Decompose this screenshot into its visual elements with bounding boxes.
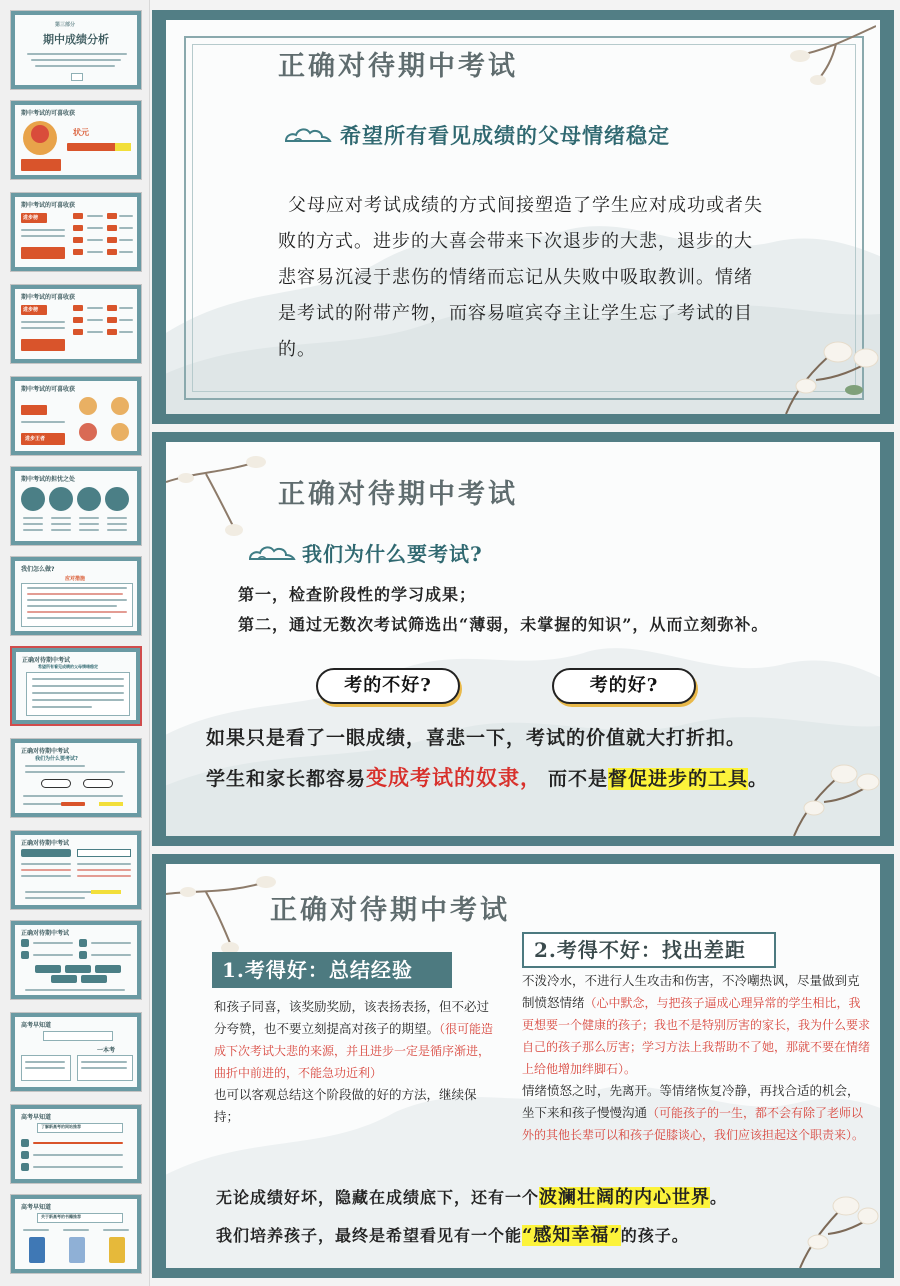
thumb-5-title: 期中考试的可喜收获: [21, 386, 76, 393]
inner-world-highlight: 波澜壮阔的内心世界: [539, 1187, 711, 1208]
did-well-paragraph-1: 和孩子同喜，该奖励奖励，该表扬表扬，但不必过分夸赞，也不要立刻提高对孩子的期望。: [214, 999, 490, 1036]
slide-thumbnail-13[interactable]: [10, 1104, 142, 1184]
slide-thumbnail-1[interactable]: [10, 10, 142, 90]
slide-thumbnail-4[interactable]: [10, 284, 142, 364]
magnolia-flower-icon: [780, 1174, 880, 1268]
statement-part-a: 学生和家长都容易: [206, 768, 367, 790]
reason-line-2: 第二，通过无数次考试筛选出“薄弱，未掌握的知识”，从而立刻弥补。: [238, 615, 769, 634]
slide-subtitle: [248, 538, 483, 567]
thumb-2-sub: 状元: [73, 128, 89, 137]
thumb-1-title: 期中成绩分析: [43, 33, 109, 46]
thumb-3-title: 期中考试的可喜收获: [21, 202, 76, 209]
slide-thumbnail-7[interactable]: [10, 556, 142, 636]
cloud-icon: [284, 125, 332, 145]
magnolia-flower-icon: [774, 742, 880, 836]
thumb-5-sub: 进步王者: [25, 436, 46, 442]
happiness-end: 的孩子。: [620, 1226, 689, 1245]
branch-decoration-icon: [766, 20, 876, 110]
slide-2: [152, 432, 894, 846]
did-badly-paragraph-1: 不泼冷水，不进行人生攻击和伤害，不冷嘲热讽，尽量做到克制愤怒情绪: [522, 973, 860, 1010]
magnolia-flower-icon: [766, 320, 880, 414]
did-badly-section: [522, 970, 870, 1146]
slide-thumbnail-12[interactable]: [10, 1012, 142, 1092]
thumb-8-title: 正确对待期中考试: [22, 657, 71, 664]
branch-decoration-icon: [166, 442, 296, 552]
thumb-3-sub: 进步榜: [23, 215, 39, 221]
did-badly-note-2: （可能孩子的一生，都不会有除了老师以外的其他长辈可以和孩子促膝谈心，我们应该担起这个职责来）。: [522, 1106, 865, 1142]
did-well-button[interactable]: 考的好?: [552, 668, 696, 704]
thumb-8-sub: 希望所有看见成绩的父母情绪稳定: [38, 664, 98, 669]
did-badly-tag: 2.考得不好：找出差距: [522, 932, 776, 968]
thumb-1-sub: 第三部分: [55, 22, 76, 28]
slide-thumbnail-panel: [0, 0, 150, 1286]
thumb-12-sub: 一本考: [97, 1047, 116, 1054]
statement-highlight: 督促进步的工具: [608, 768, 749, 790]
slide-thumbnail-11[interactable]: [10, 920, 142, 1000]
slide-title: 正确对待期中考试: [278, 479, 518, 510]
cloud-icon: [248, 543, 296, 563]
thumb-4-title: 期中考试的可喜收获: [21, 294, 76, 301]
happiness-statement: [216, 1218, 689, 1254]
thumb-6-title: 期中考试的担忧之处: [21, 476, 76, 483]
did-well-tag: 1.考得好：总结经验: [212, 952, 452, 988]
did-well-note: （很可能造成下次考试大悲的来源，并且进步一定是循序渐进，曲折中前进的，不能急功近利）: [214, 1022, 494, 1080]
thumb-14-title: 高考早知道: [21, 1204, 52, 1211]
thumb-9-title: 正确对待期中考试: [21, 748, 70, 755]
happiness-part-a: 我们培养孩子，最终是希望看见有一个能: [216, 1226, 523, 1245]
body-paragraph: 父母应对考试成绩的方式间接塑造了学生应对成功或者失败的方式。进步的大喜会带来下次退步的大悲，退步的大悲容易沉浸于悲伤的情绪而忘记从失败中吸取教训。情绪是考试的附带产物，而容易喧宾夺主让学生忘了考试的目的。: [278, 195, 763, 360]
slide-thumbnail-5[interactable]: [10, 376, 142, 456]
did-badly-button[interactable]: 考的不好?: [316, 668, 460, 704]
statement-end: 。: [748, 768, 769, 790]
thumb-7-title: 我们怎么做?: [21, 566, 55, 573]
inner-world-part-a: 无论成绩好坏，隐藏在成绩底下，还有一个: [216, 1188, 540, 1207]
statement-red-emphasis: 变成考试的奴隶，: [366, 765, 543, 790]
subtitle-text: 我们为什么要考试?: [302, 542, 483, 566]
thumb-11-title: 正确对待期中考试: [21, 930, 70, 937]
thumb-14-sub: 关于新高考的书籍推荐: [41, 1214, 81, 1219]
slide-title: 正确对待期中考试: [278, 51, 518, 82]
thumb-7-sub: 应对措施: [65, 576, 86, 582]
inner-world-statement: [216, 1180, 727, 1216]
value-statement: 如果只是看了一眼成绩，喜悲一下，考试的价值就大打折扣。: [206, 727, 747, 749]
thumb-4-sub: 进步榜: [23, 307, 39, 313]
slide-thumbnail-14[interactable]: [10, 1194, 142, 1274]
slide-title: 正确对待期中考试: [270, 895, 510, 926]
thumb-12-title: 高考早知道: [21, 1022, 52, 1029]
slide-subtitle: [284, 120, 670, 150]
slide-3: [152, 854, 894, 1278]
slide-thumbnail-3[interactable]: [10, 192, 142, 272]
subtitle-text: 希望所有看见成绩的父母情绪稳定: [340, 123, 670, 148]
slide-thumbnail-10[interactable]: [10, 830, 142, 910]
did-badly-paragraph-2: 情绪愤怒之时，先离开。等情绪恢复冷静，再找合适的机会，坐下来和孩子慢慢沟通: [522, 1083, 860, 1120]
did-well-paragraph-2: 也可以客观总结这个阶段做的好的方法，继续保持；: [214, 1087, 477, 1124]
thumb-10-title: 正确对待期中考试: [21, 840, 70, 847]
slide-thumbnail-6[interactable]: [10, 466, 142, 546]
did-well-section: [214, 996, 496, 1128]
slide-thumbnail-8[interactable]: [10, 646, 142, 726]
slide-thumbnail-2[interactable]: [10, 100, 142, 180]
thumb-13-sub: 了解新高考的网站推荐: [41, 1124, 81, 1129]
did-badly-note-1: （心中默念，与把孩子逼成心理异常的学生相比，我更想要一个健康的孩子；我也不是特别厉害的家长，我为什么要求自己的孩子那么厉害；学习方法上我帮助不了她，那就不要在情绪上给他增加绊脚石）。: [522, 996, 871, 1076]
thumb-2-title: 期中考试的可喜收获: [21, 110, 76, 117]
inner-world-end: 。: [710, 1188, 728, 1207]
thumb-9-sub: 我们为什么要考试?: [35, 756, 78, 762]
thumb-13-title: 高考早知道: [21, 1114, 52, 1121]
slave-vs-tool-statement: [206, 760, 768, 797]
slide-thumbnail-9[interactable]: [10, 738, 142, 818]
statement-part-b: 而不是: [548, 768, 609, 790]
reason-line-1: 第一，检查阶段性的学习成果；: [238, 585, 477, 604]
happiness-highlight: “感知幸福”: [522, 1225, 621, 1246]
slide-1: [152, 10, 894, 424]
